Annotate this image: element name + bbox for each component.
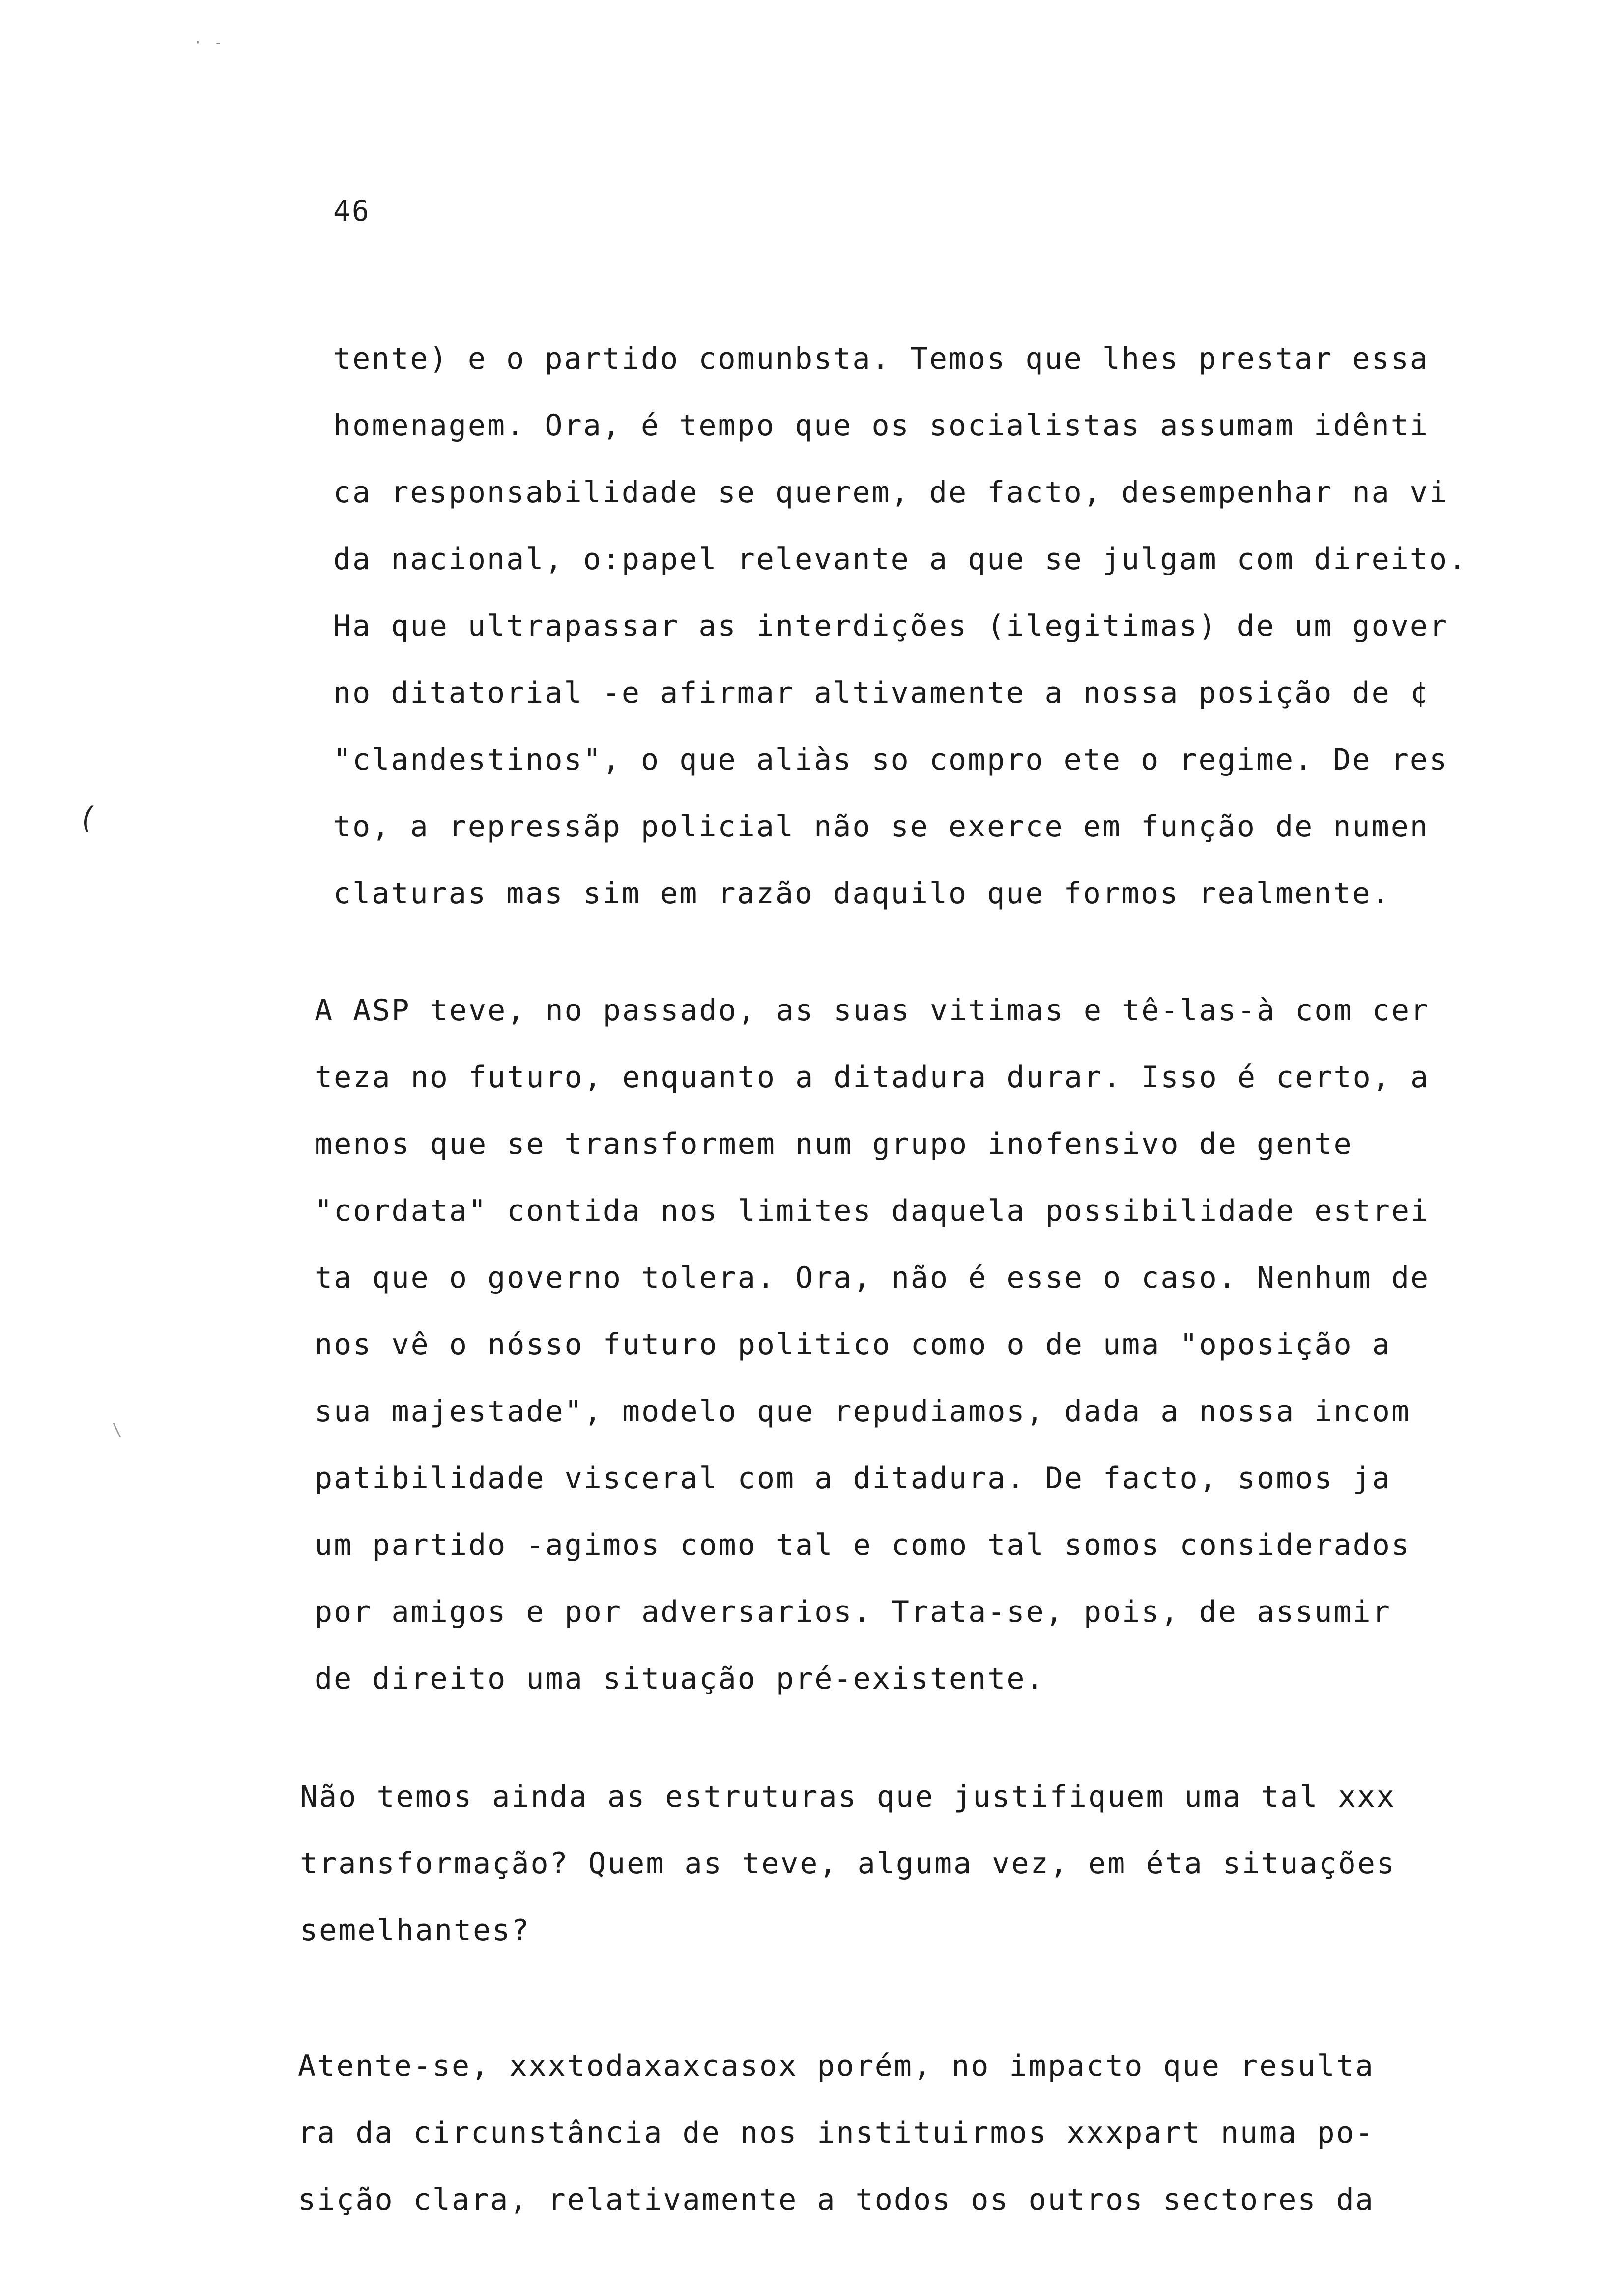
paragraph-4 — [298, 2033, 1375, 2233]
text-line: "cordata" contida nos limites daquela possibilidade estrei — [315, 1194, 1430, 1228]
text-line: Atente-se, xxxtodaxaxcasox porém, no impacto que resulta — [298, 2049, 1375, 2083]
margin-mark: ( — [79, 801, 98, 835]
text-line: homenagem. Ora, é tempo que os socialistas assumam idênti — [333, 408, 1430, 443]
text-line: por amigos e por adversarios. Trata-se, pois, de assumir — [315, 1595, 1391, 1629]
margin-tick: \ — [112, 1420, 124, 1440]
text-line: menos que se transformem num grupo inofensivo de gente — [315, 1127, 1353, 1161]
text-line: teza no futuro, enquanto a ditadura durar. Isso é certo, a — [315, 1060, 1430, 1094]
text-line: semelhantes? — [300, 1913, 531, 1948]
text-line: ca responsabilidade se querem, de facto, desempenhar na vi — [333, 475, 1449, 510]
text-line: um partido -agimos como tal e como tal somos considerados — [315, 1528, 1411, 1562]
corner-marks: · - — [193, 34, 225, 52]
text-line: sição clara, relativamente a todos os outros sectores da — [298, 2182, 1375, 2217]
paragraph-2 — [315, 977, 1430, 1712]
text-line: Não temos ainda as estruturas que justifiquem uma tal xxx — [300, 1779, 1396, 1814]
text-line: claturas mas sim em razão daquilo que formos realmente. — [333, 876, 1391, 911]
paragraph-1 — [333, 325, 1468, 927]
text-line: no ditatorial -e afirmar altivamente a nossa posição de ¢ — [333, 676, 1430, 710]
text-line: nos vê o nósso futuro politico como o de uma "oposição a — [315, 1327, 1391, 1362]
text-line: to, a repressãp policial não se exerce em função de numen — [333, 809, 1430, 844]
paragraph-3 — [300, 1763, 1396, 1964]
text-line: ra da circunstância de nos instituirmos xxxpart numa po- — [298, 2116, 1375, 2150]
text-line: "clandestinos", o que aliàs so compro ete o regime. De res — [333, 743, 1449, 777]
text-line: de direito uma situação pré-existente. — [315, 1662, 1045, 1696]
text-line: A ASP teve, no passado, as suas vitimas e tê-las-à com cer — [315, 993, 1430, 1028]
text-line: patibilidade visceral com a ditadura. De facto, somos ja — [315, 1461, 1391, 1495]
text-line: ta que o governo tolera. Ora, não é esse o caso. Nenhum de — [315, 1261, 1430, 1295]
text-line: sua majestade", modelo que repudiamos, dada a nossa incom — [315, 1394, 1411, 1429]
text-line: transformação? Quem as teve, alguma vez, em éta situações — [300, 1846, 1396, 1881]
text-line: tente) e o partido comunbsta. Temos que lhes prestar essa — [333, 342, 1430, 376]
text-line: Ha que ultrapassar as interdições (ilegitimas) de um gover — [333, 609, 1449, 643]
page-number: 46 — [333, 194, 371, 228]
text-line: da nacional, o:papel relevante a que se julgam com direito. — [333, 542, 1468, 576]
